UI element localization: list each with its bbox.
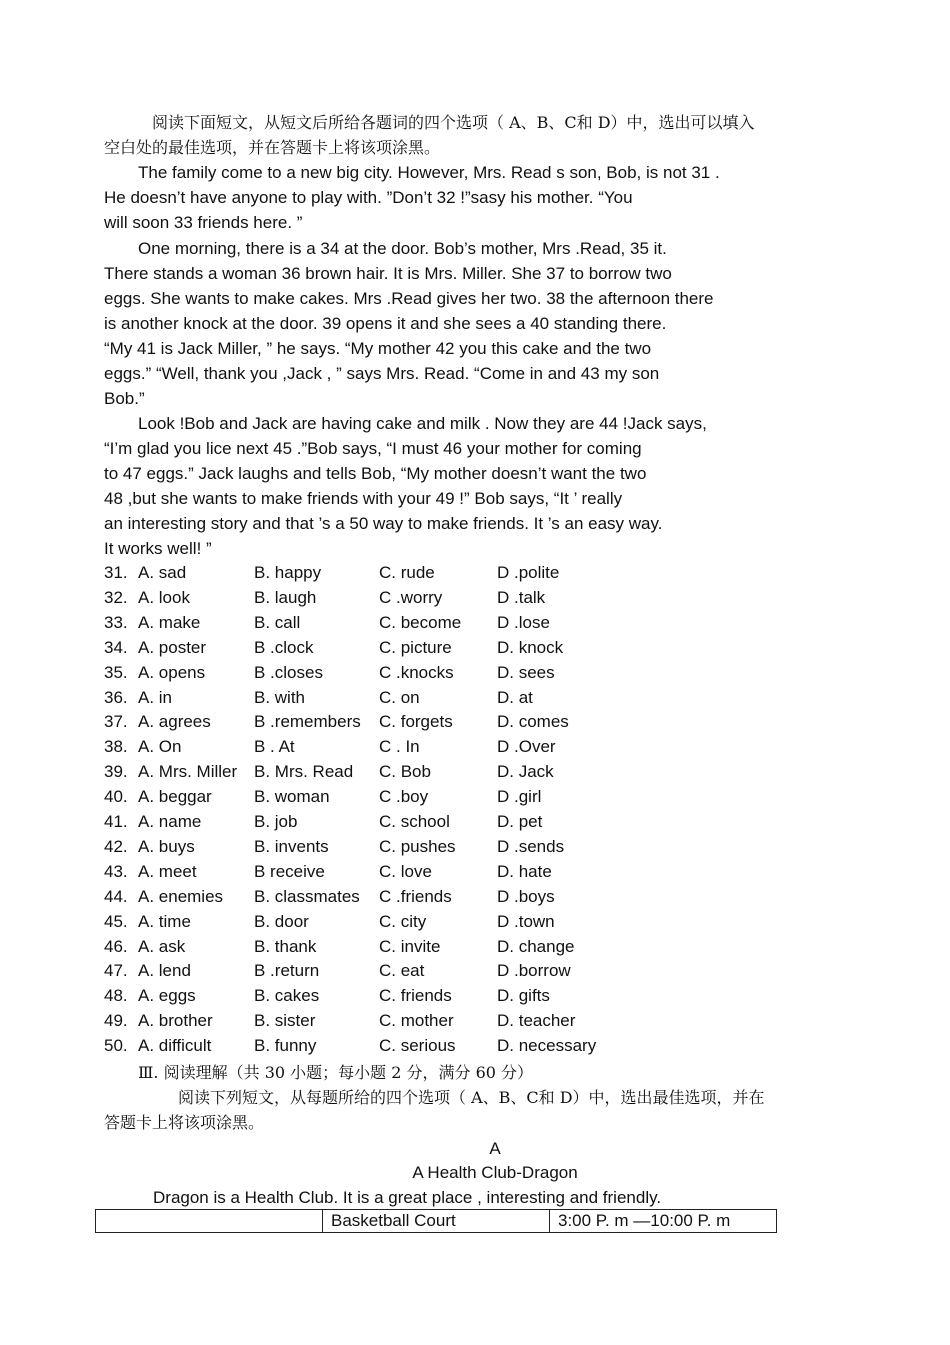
option-c: C .friends [379, 886, 452, 906]
option-c: C .knocks [379, 662, 454, 682]
passage-intro: Dragon is a Health Club. It is a great place , interesting and friendly. [153, 1188, 662, 1207]
option-d: D .lose [497, 612, 550, 632]
question-number: 38. [104, 737, 128, 757]
option-d: D .borrow [497, 961, 571, 981]
option-c: C. on [379, 687, 420, 707]
option-a: A. look [138, 587, 190, 607]
option-b: B. Mrs. Read [254, 762, 354, 782]
question-row [104, 734, 864, 759]
option-d: D .polite [497, 563, 560, 582]
option-a: A. opens [138, 662, 206, 682]
option-a: A. poster [138, 637, 207, 657]
passage-line: 48 ,but she wants to make friends with your 49 !” Bob says, “It ’ really [104, 489, 623, 508]
option-d: D. comes [497, 712, 569, 732]
section-3-heading: Ⅲ. 阅读理解（共 30 小题；每小题 2 分，满分 60 分） [138, 1063, 534, 1082]
option-a: A. Mrs. Miller [138, 762, 238, 782]
passage-line: There stands a woman 36 brown hair. It is Mrs. Miller. She 37 to borrow two [104, 264, 672, 283]
question-number: 49. [104, 1011, 128, 1031]
option-a: A. ask [138, 936, 186, 956]
passage-line: The family come to a new big city. However, Mrs. Read s son, Bob, is not 31 . [138, 163, 720, 182]
question-number: 46. [104, 936, 128, 956]
question-row [104, 809, 864, 834]
option-c: C. city [379, 911, 427, 931]
option-c: C. serious [379, 1036, 456, 1056]
question-row [104, 784, 864, 809]
question-row [104, 834, 864, 859]
question-number: 39. [104, 762, 128, 782]
option-a: A. difficult [138, 1036, 212, 1056]
option-a: A. brother [138, 1011, 213, 1031]
option-d: D .girl [497, 787, 542, 807]
option-a: A. make [138, 612, 201, 632]
option-a: A. in [138, 687, 173, 707]
question-row [104, 909, 864, 934]
question-number: 35. [104, 662, 128, 682]
option-a: A. beggar [138, 787, 212, 807]
table-cell: Basketball Court [323, 1210, 550, 1233]
question-row [104, 859, 864, 884]
question-number: 45. [104, 911, 128, 931]
passage-line: “I’m glad you lice next 45 .”Bob says, “I must 46 your mother for coming [104, 439, 642, 458]
option-d: D .town [497, 911, 555, 931]
passage-line: an interesting story and that ’s a 50 way to make friends. It ’s an easy way. [104, 514, 663, 533]
option-c: C. school [379, 812, 450, 831]
option-d: D .boys [497, 886, 555, 906]
reading-instruction-line-1: 阅读下列短文，从每题所给的四个选项（ A、B、C和 D）中，选出最佳选项，并在 [178, 1088, 765, 1107]
option-b: B .closes [254, 662, 323, 682]
passage-line: will soon 33 friends here. ” [104, 213, 303, 232]
passage-line: “My 41 is Jack Miller, ” he says. “My mother 42 you this cake and the two [104, 339, 652, 358]
option-b: B. cakes [254, 986, 320, 1006]
option-d: D .Over [497, 737, 556, 757]
question-number: 40. [104, 787, 128, 807]
passage-line: to 47 eggs.” Jack laughs and tells Bob, “My mother doesn’t want the two [104, 464, 647, 483]
question-number: 42. [104, 836, 128, 856]
passage-letter: A [489, 1139, 501, 1158]
option-d: D. pet [497, 812, 543, 831]
option-a: A. meet [138, 861, 197, 881]
reading-instruction-line-2: 答题卡上将该项涂黑。 [104, 1113, 265, 1132]
question-number: 32. [104, 587, 128, 607]
question-row [104, 709, 864, 734]
question-number: 44. [104, 886, 128, 906]
question-row [104, 660, 864, 685]
question-number: 34. [104, 637, 128, 657]
option-c: C. rude [379, 563, 435, 582]
option-b: B. door [254, 911, 309, 931]
schedule-table [95, 1209, 777, 1233]
option-d: D. hate [497, 861, 552, 881]
option-b: B . At [254, 737, 295, 757]
passage-line: eggs. She wants to make cakes. Mrs .Read gives her two. 38 the afternoon there [104, 289, 714, 308]
option-a: A. buys [138, 836, 195, 856]
option-c: C. love [379, 861, 432, 881]
option-a: A. enemies [138, 886, 224, 906]
question-row [104, 934, 864, 959]
passage-line: He doesn’t have anyone to play with. ”Don’t 32 !”sasy his mother. “You [104, 188, 633, 207]
question-number: 33. [104, 612, 128, 632]
passage-line: Look !Bob and Jack are having cake and milk . Now they are 44 !Jack says, [138, 414, 707, 433]
option-c: C. become [379, 612, 462, 632]
option-c: C. eat [379, 961, 425, 981]
option-d: D. teacher [497, 1011, 576, 1031]
question-number: 47. [104, 961, 128, 981]
option-b: B .remembers [254, 712, 361, 732]
option-a: A. time [138, 911, 191, 931]
passage-line: Bob.” [104, 389, 145, 408]
passage-line: eggs.” “Well, thank you ,Jack , ” says Mrs. Read. “Come in and 43 my son [104, 364, 660, 383]
question-number: 41. [104, 812, 128, 831]
option-a: A. eggs [138, 986, 196, 1006]
option-d: D .sends [497, 836, 565, 856]
question-row [104, 585, 864, 610]
option-c: C. forgets [379, 712, 453, 732]
option-b: B. sister [254, 1011, 316, 1031]
option-c: C. invite [379, 936, 441, 956]
option-b: B. job [254, 812, 298, 831]
question-row [104, 983, 864, 1008]
table-cell: 3:00 P. m —10:00 P. m [550, 1210, 777, 1233]
option-a: A. name [138, 812, 202, 831]
option-b: B. laugh [254, 587, 317, 607]
option-b: B .clock [254, 637, 314, 657]
question-row [104, 884, 864, 909]
option-a: A. agrees [138, 712, 211, 732]
question-number: 43. [104, 861, 128, 881]
cloze-instruction-line-2: 空白处的最佳选项，并在答题卡上将该项涂黑。 [104, 138, 441, 157]
question-row [104, 610, 864, 635]
option-b: B. invents [254, 836, 329, 856]
option-b: B. call [254, 612, 301, 632]
option-b: B. funny [254, 1036, 317, 1056]
passage-line: It works well! ” [104, 539, 212, 558]
question-row [104, 560, 864, 585]
option-d: D. gifts [497, 986, 550, 1006]
option-c: C .worry [379, 587, 443, 607]
option-c: C. pushes [379, 836, 456, 856]
option-a: A. On [138, 737, 182, 757]
option-b: B. classmates [254, 886, 360, 906]
option-d: D .talk [497, 587, 546, 607]
option-b: B. woman [254, 787, 330, 807]
passage-title: A Health Club-Dragon [412, 1163, 578, 1182]
option-d: D. necessary [497, 1036, 597, 1056]
option-b: B receive [254, 861, 325, 881]
question-number: 50. [104, 1036, 128, 1056]
question-number: 37. [104, 712, 128, 732]
question-row [104, 635, 864, 660]
option-c: C. picture [379, 637, 452, 657]
option-b: B. with [254, 687, 306, 707]
option-d: D. sees [497, 662, 555, 682]
option-c: C. friends [379, 986, 452, 1006]
passage-line: is another knock at the door. 39 opens it and she sees a 40 standing there. [104, 314, 667, 333]
option-a: A. lend [138, 961, 191, 981]
option-c: C. mother [379, 1011, 454, 1031]
table-row [96, 1210, 777, 1233]
option-c: C. Bob [379, 762, 431, 782]
cloze-instruction-line-1: 阅读下面短文，从短文后所给各题词的四个选项（ A、B、C和 D）中，选出可以填入 [152, 113, 755, 132]
option-d: D. knock [497, 637, 564, 657]
question-row [104, 958, 864, 983]
option-c: C . In [379, 737, 420, 757]
question-row [104, 1008, 864, 1033]
option-d: D. change [497, 936, 575, 956]
option-b: B. happy [254, 563, 322, 582]
question-row [104, 1033, 864, 1058]
question-row [104, 685, 864, 710]
option-d: D. Jack [497, 762, 554, 782]
question-row [104, 759, 864, 784]
passage-line: One morning, there is a 34 at the door. Bob’s mother, Mrs .Read, 35 it. [138, 239, 667, 258]
question-number: 36. [104, 687, 128, 707]
option-d: D. at [497, 687, 533, 707]
option-a: A. sad [138, 563, 187, 582]
option-b: B. thank [254, 936, 317, 956]
question-number: 31. [104, 563, 128, 582]
question-number: 48. [104, 986, 128, 1006]
table-cell [96, 1210, 323, 1233]
option-b: B .return [254, 961, 320, 981]
option-c: C .boy [379, 787, 429, 807]
